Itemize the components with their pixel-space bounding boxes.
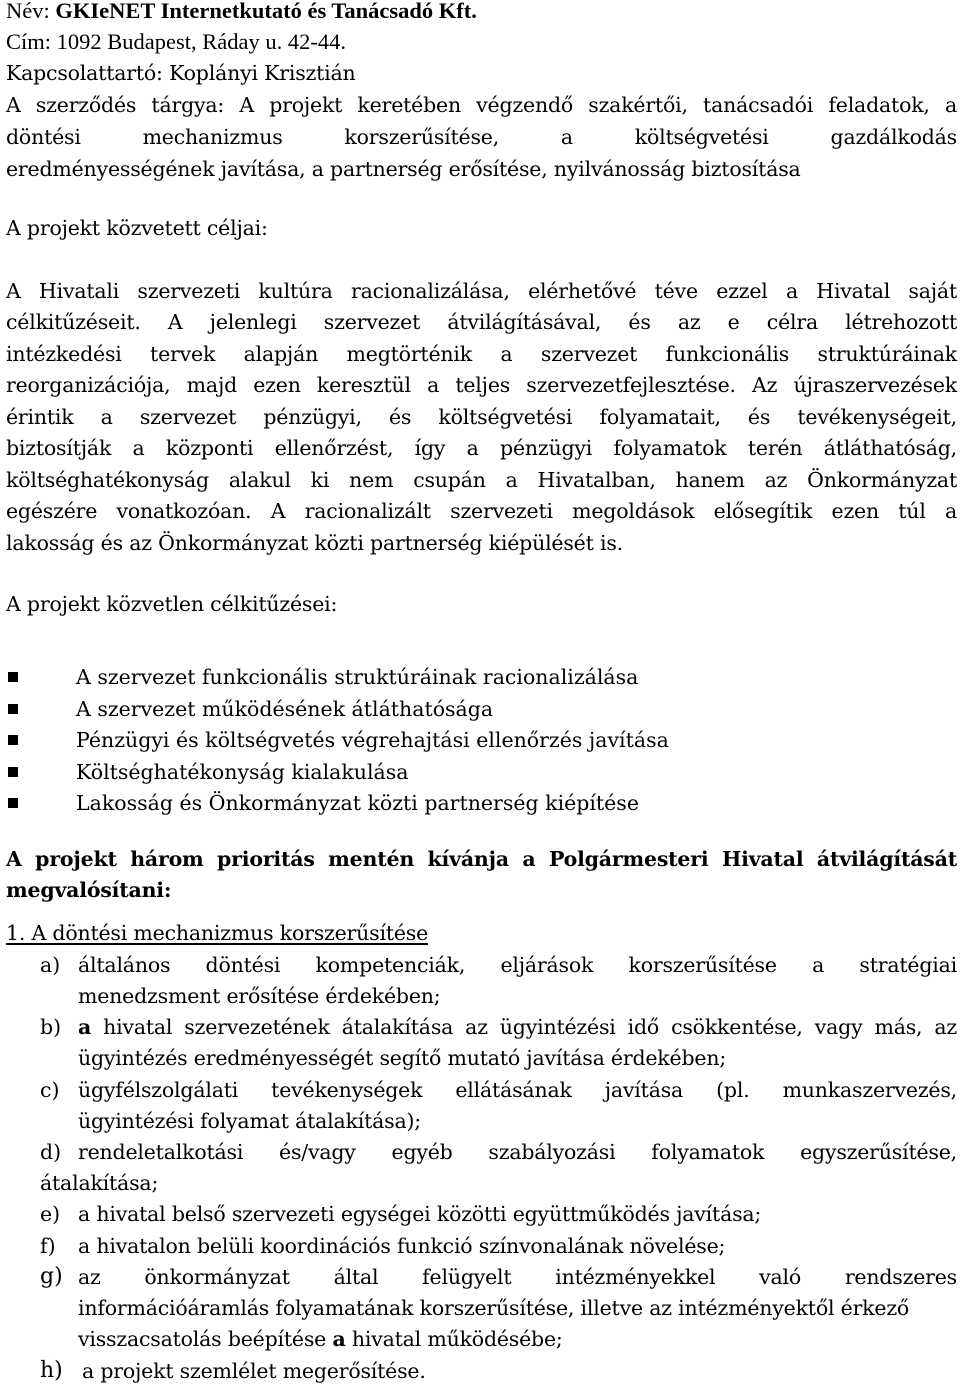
priorities-heading-line-2: megvalósítani: (6, 878, 172, 902)
subject-line-2: döntési mechanizmus korszerűsítése, a költségvetési gazdálkodás (6, 125, 957, 149)
section-1-title: 1. A döntési mechanizmus korszerűsítése (6, 921, 429, 945)
priorities-heading-line-1: A projekt három prioritás mentén kívánja a Polgármesteri Hivatal átvilágítását (6, 847, 957, 871)
square-bullet-icon (8, 798, 18, 808)
square-bullet-icon (8, 672, 18, 682)
indirect-goals-line-2: célkitűzéseit. A jelenlegi szervezet átvilágításával, és az e célra létrehozott (6, 310, 957, 334)
subject-line-3: eredményességének javítása, a partnerség erősítése, nyilvánosság biztosítása (6, 157, 801, 181)
indirect-goals-line-4: reorganizációja, majd ezen keresztül a teljes szervezetfejlesztése. Az újraszervezések (6, 373, 957, 397)
indirect-goals-line-6: biztosítják a központi ellenőrzést, így a pénzügyi folyamatok terén átláthatóság, (6, 436, 957, 460)
subject-line-1: A szerződés tárgya: A projekt keretében végzendő szakértői, tanácsadói feladatok, a (6, 93, 957, 117)
indirect-goals-line-5: érintik a szervezet pénzügyi, és költségvetési folyamatait, és tevékenységeit, (6, 405, 957, 429)
name-label: Név: (6, 0, 50, 23)
contact-line: Kapcsolattartó: Koplányi Krisztián (6, 61, 356, 85)
indirect-goals-line-8: egészére vonatkozóan. A racionalizált szervezeti megoldások elősegítik ezen túl a (6, 499, 957, 523)
indirect-goals-line-3: intézkedési tervek alapján megtörténik a szervezet funkcionális struktúráinak (6, 342, 957, 366)
address-line: Cím: 1092 Budapest, Ráday u. 42-44. (6, 29, 346, 54)
contractor-name-line (6, 0, 477, 26)
indirect-goals-line-1: A Hivatali szervezeti kultúra racionalizálása, elérhetővé téve ezzel a Hivatal saját (6, 279, 957, 303)
square-bullet-icon (8, 735, 18, 745)
square-bullet-icon (8, 704, 18, 714)
square-bullet-icon (8, 767, 18, 777)
indirect-goals-heading: A projekt közvetett céljai: (6, 216, 268, 240)
contractor-name: GKIeNET Internetkutató és Tanácsadó Kft. (55, 0, 477, 23)
indirect-goals-line-7: költséghatékonyság alakul ki nem csupán a Hivatalban, hanem az Önkormányzat (6, 468, 957, 492)
indirect-goals-line-9: lakosság és az Önkormányzat közti partnerség kiépülését is. (6, 531, 623, 555)
direct-goals-heading: A projekt közvetlen célkitűzései: (6, 592, 338, 616)
